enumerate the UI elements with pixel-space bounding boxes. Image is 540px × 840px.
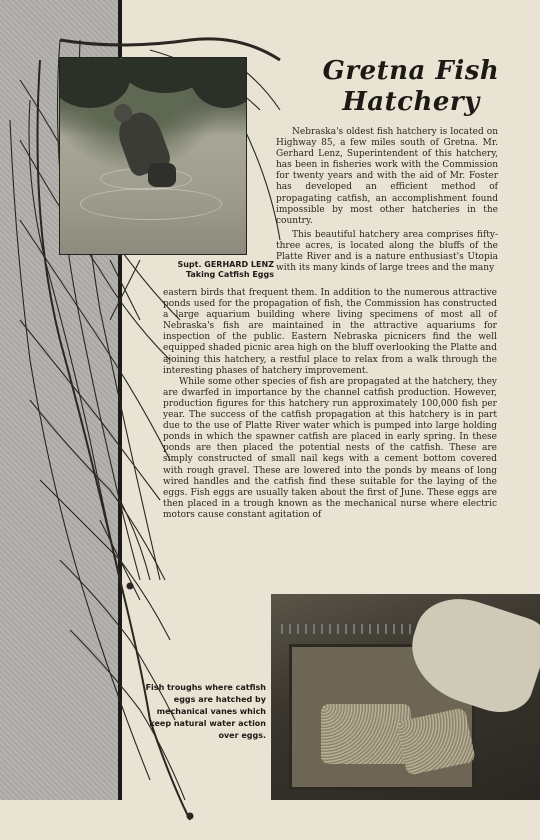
photo1-caption-line2: Taking Catfish Eggs <box>185 270 274 279</box>
title-line2: Hatchery <box>342 87 480 117</box>
paragraph-1: Nebraska's oldest fish hatchery is located on Highway 85, a few miles south of Gretna. Mr. Gerhard Lenz, Superintendent of this hatchery, has been in fisheries work with the Commission for twenty years and with the aid of Mr. Foster has developed an efficient method of propagating catfish, an accomplishment found impossible by most other hatcheries in the country. <box>276 127 498 226</box>
paragraph-2-start-block <box>276 230 498 274</box>
photo1-caption-line1: Supt. GERHARD LENZ <box>177 260 274 269</box>
photo-superintendent <box>59 57 247 255</box>
paragraph-3: While some other species of fish are propagated at the hatchery, they are dwarfed in importance by the channel catfish production. However, production figures for this hatchery run approximately 100,000 fish per year. The success of the catfish propagation at this hatchery is in part due to the use of Platte River water which is pumped into large holding ponds in which the spawner catfish are placed in early spring. In these ponds are then placed the potential nests of the catfish. These are simply constructed of small nail kegs with a cement bottom covered with rough gravel. These are lowered into the ponds by means of long wired handles and the catfish find these suitable for the laying of the eggs. Fish eggs are usually taken about the first of June. These eggs are then placed in a trough known as the mechanical nurse where electric motors cause constant agitation of <box>163 376 497 520</box>
article-title <box>300 56 522 118</box>
wide-text-block <box>163 288 497 521</box>
photo2-caption: Fish troughs where catfish eggs are hatched by mechanical vanes which keep natural water action over eggs. <box>145 683 266 740</box>
photo-fish-troughs <box>271 594 540 800</box>
title-line1: Gretna Fish <box>322 56 500 86</box>
paragraph-2-rest: eastern birds that frequent them. In addition to the numerous attractive ponds used for the propagation of fish, the Commission has constructed a large aquarium building where living specimens of most all of Nebraska's fish are maintained in the attractive aquariums for inspection of the public. Eastern Nebraska picnicers find the well equipped shaded picnic area high on the bluff overlooking the Platte and ajoining this hatchery, a restful place to relax from a walk through the interesting phases of hatchery improvement. <box>163 288 497 376</box>
paragraph-1-block <box>276 127 498 227</box>
paragraph-2-start: This beautiful hatchery area comprises fifty-three acres, is located along the bluffs of the Platte River and is a nature enthusiast's Utopia with its many kinds of large trees and the many <box>276 230 498 274</box>
photo1-caption <box>150 260 274 280</box>
